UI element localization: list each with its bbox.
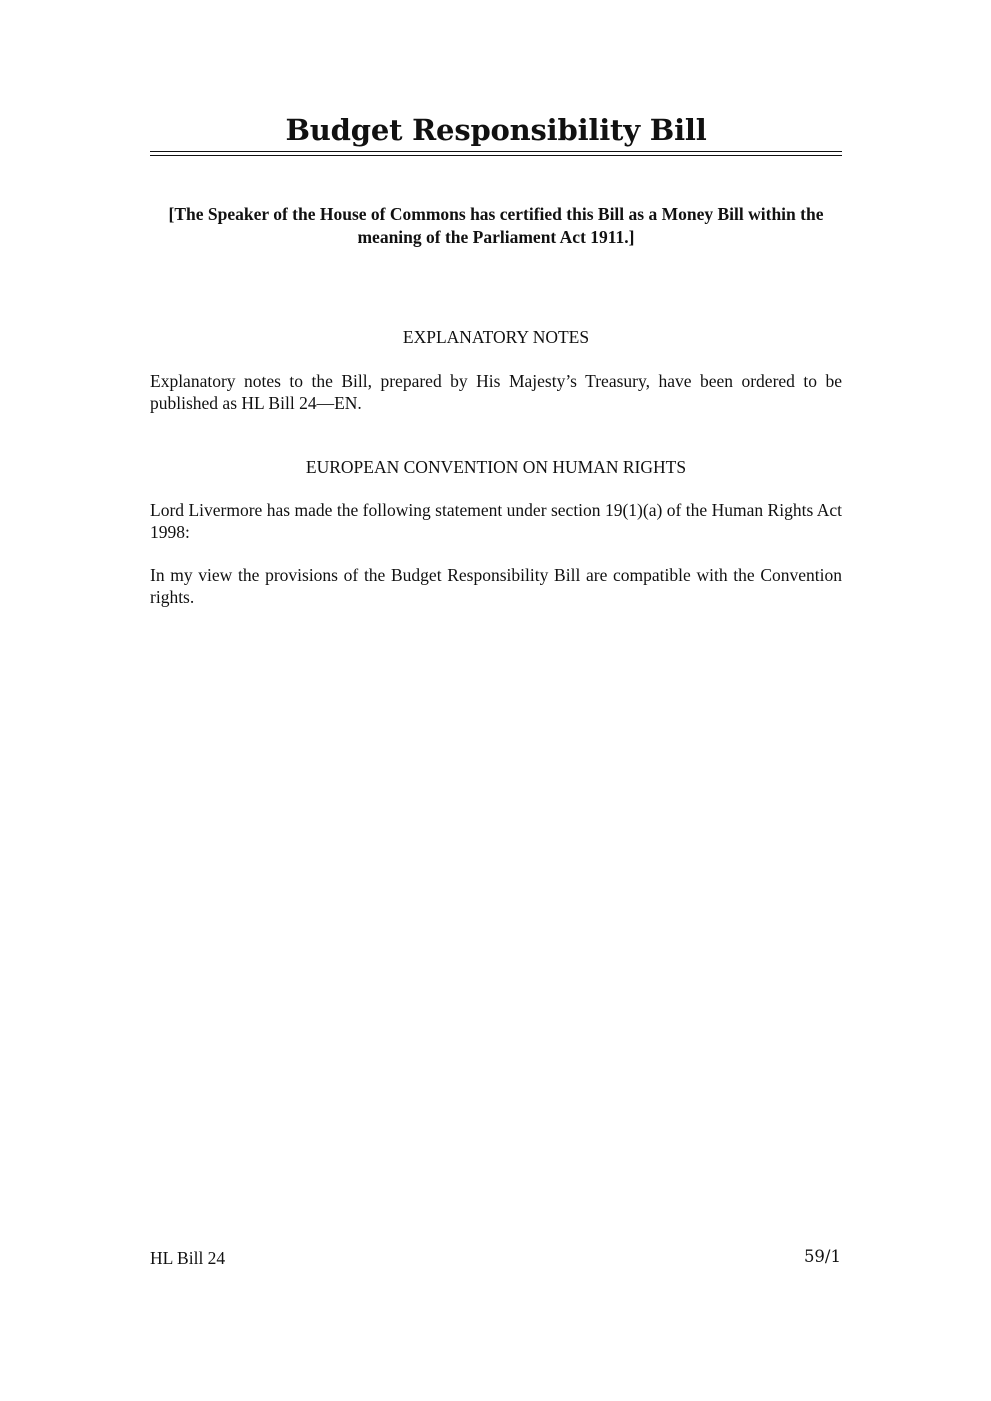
explanatory-notes-heading: EXPLANATORY NOTES xyxy=(402,327,590,347)
footer-page-code: 59/1 xyxy=(803,1247,841,1266)
money-bill-certification-note: [The Speaker of the House of Commons has certified this Bill as a Money Bill within the meaning of the Parliament Act 1911.] xyxy=(168,204,824,247)
explanatory-notes-paragraph: Explanatory notes to the Bill, prepared by His Majesty’s Treasury, have been ordered to be published as HL Bill 24—EN. xyxy=(150,371,842,413)
echr-compatibility-paragraph: In my view the provisions of the Budget Responsibility Bill are compatible with the Convention rights. xyxy=(150,565,842,607)
title-rule-upper xyxy=(150,151,842,152)
bill-title: Budget Responsibility Bill xyxy=(285,113,707,147)
footer-bill-reference: HL Bill 24 xyxy=(150,1248,226,1268)
echr-statement-paragraph: Lord Livermore has made the following statement under section 19(1)(a) of the Human Rights Act 1998: xyxy=(150,500,842,542)
echr-heading: EUROPEAN CONVENTION ON HUMAN RIGHTS xyxy=(305,457,687,477)
title-rule-lower xyxy=(150,155,842,156)
